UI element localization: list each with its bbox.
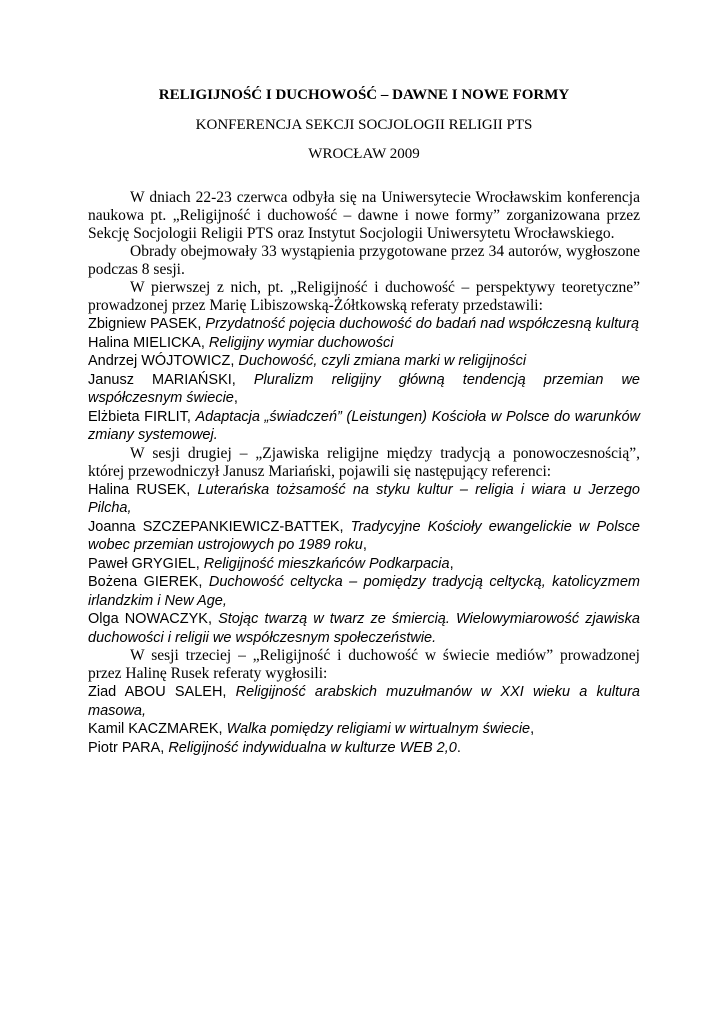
reference-item [88,610,640,647]
reference-title: Religijność arabskich muzułmanów w XXI wieku a kultura masowa, [88,684,640,719]
reference-item [88,555,640,574]
reference-item [88,683,640,720]
document-subtitle: KONFERENCJA SEKCJI SOCJOLOGII RELIGII PTS [195,117,533,133]
intro-paragraph: W dniach 22-23 czerwca odbyła się na Uniwersytecie Wrocławskim konferencja naukowa pt. „Religijność i duchowość – dawne i nowe formy” zorganizowana przez Sekcję Socjologii Religii PTS oraz Instytut Socjologii Uniwersytetu Wrocławskiego. [88,189,640,242]
reference-title: Duchowość celtycka – pomiędzy tradycją celtycką, katolicyzmem irlandzkim i New Age, [88,574,640,609]
reference-title: Religijność mieszkańców Podkarpacia [203,555,450,572]
reference-author: Piotr PARA, [88,739,169,756]
document-body [88,189,640,757]
reference-item [88,739,640,758]
reference-list [88,315,640,445]
reference-punct: , [530,721,535,737]
reference-author: Andrzej WÓJTOWICZ, [88,353,239,369]
reference-title: Pluralizm religijny główną tendencją przemian we współczesnym świecie [88,371,640,406]
reference-item [88,334,640,353]
reference-punct: , [449,555,454,572]
reference-author: Elżbieta FIRLIT, [88,408,196,425]
reference-author: Bożena GIEREK, [88,574,209,590]
reference-item [88,481,640,518]
session-intro: W sesji trzeciej – „Religijność i duchowość w świecie mediów” prowadzonej przez Halinę Rusek referaty wygłosili: [88,647,640,682]
reference-item [88,573,640,610]
reference-author: Kamil KACZMAREK, [88,721,227,737]
reference-title: Przydatność pojęcia duchowość do badań nad współczesną kulturą [205,316,640,332]
reference-list [88,683,640,757]
reference-item [88,720,640,739]
reference-author: Zbigniew PASEK, [88,316,206,332]
reference-punct: , [362,537,367,553]
reference-title: Tradycyjne Kościoły ewangelickie w Polsce wobec przemian ustrojowych po 1989 roku [88,518,640,553]
reference-punct: . [456,739,461,756]
reference-title: Religijny wymiar duchowości [208,334,394,351]
document-place-date: WROCŁAW 2009 [308,146,420,162]
intro-paragraph: Obrady obejmowały 33 wystąpienia przygotowane przez 34 autorów, wygłoszone podczas 8 sesji. [88,243,640,278]
session-intro: W pierwszej z nich, pt. „Religijność i duchowość – perspektywy teoretyczne” prowadzonej przez Marię Libiszowską-Żółtkowską referaty przedstawili: [88,279,640,314]
reference-title: Duchowość, czyli zmiana marki w religijności [238,353,527,369]
reference-item [88,371,640,408]
reference-item [88,518,640,555]
document-title: RELIGIJNOŚĆ I DUCHOWOŚĆ – DAWNE I NOWE FORMY [158,87,570,103]
reference-author: Janusz MARIAŃSKI, [88,371,254,388]
reference-author: Halina RUSEK, [88,481,198,498]
reference-item [88,408,640,445]
reference-author: Ziad ABOU SALEH, [88,684,236,700]
reference-author: Halina MIELICKA, [88,334,209,351]
reference-item [88,315,640,334]
reference-title: Religijność indywidualna w kulturze WEB 2,0 [168,739,457,756]
reference-title: Luterańska tożsamość na styku kultur – religia i wiara u Jerzego Pilcha, [88,481,640,516]
session-intro: W sesji drugiej – „Zjawiska religijne między tradycją a ponowoczesnością”, której przewodniczył Janusz Mariański, pojawili się następujący referenci: [88,444,640,480]
reference-author: Joanna SZCZEPANKIEWICZ-BATTEK, [88,518,351,535]
reference-item [88,352,640,371]
reference-title: Adaptacja „świadczeń” (Leistungen) Kościoła w Polsce do warunków zmiany systemowej. [88,408,640,443]
reference-author: Paweł GRYGIEL, [88,555,204,572]
reference-title: Walka pomiędzy religiami w wirtualnym świecie [226,721,531,737]
reference-punct: , [233,390,238,406]
reference-author: Olga NOWACZYK, [88,611,219,627]
reference-list [88,481,640,648]
reference-title: Stojąc twarzą w twarz ze śmiercią. Wielowymiarowość zjawiska duchowości i religii we współczesnym społeczeństwie. [88,611,640,646]
